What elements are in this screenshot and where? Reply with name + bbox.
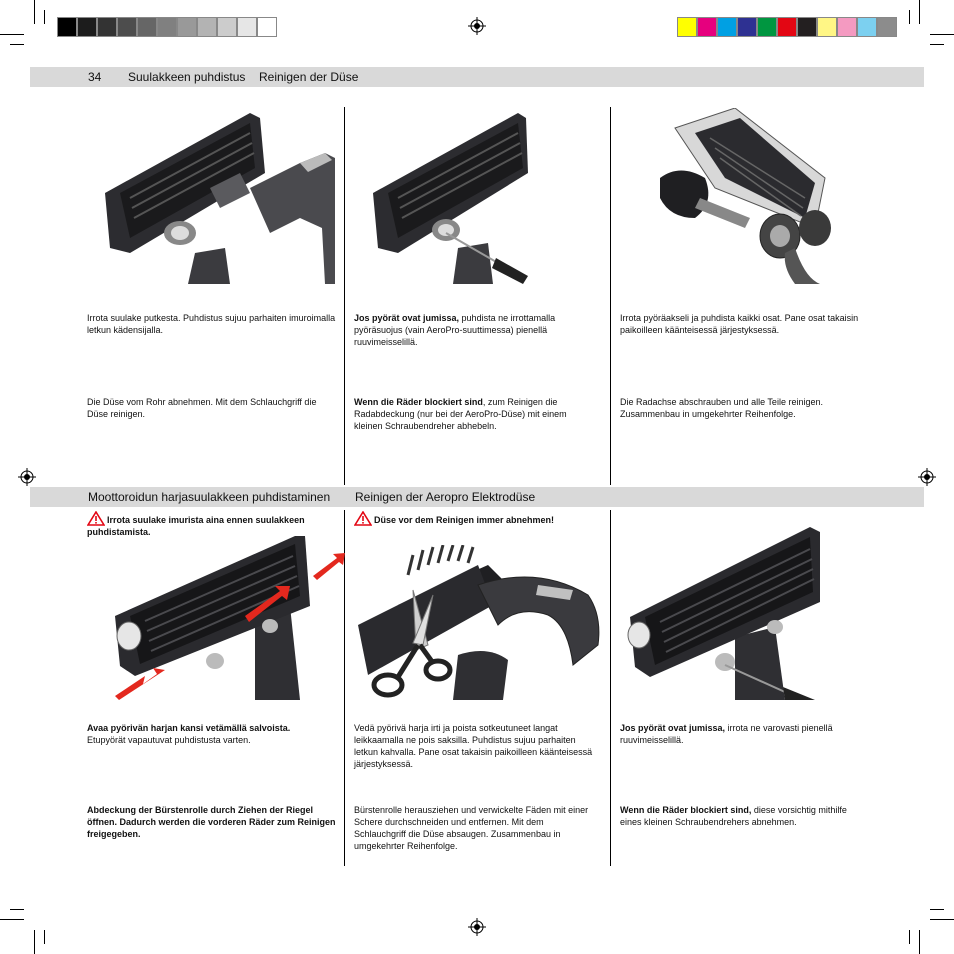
color-swatch <box>777 17 797 37</box>
section-title-fi: Moottoroidun harjasuulakkeen puhdistaminen <box>88 490 331 504</box>
color-swatch <box>817 17 837 37</box>
color-swatch <box>157 17 177 37</box>
nozzle-screwdriver-illustration <box>368 108 528 284</box>
color-swatch <box>717 17 737 37</box>
wheel-axle-illustration <box>655 108 833 284</box>
step-text-fi: Irrota pyöräakseli ja puhdista kaikki osat. Pane osat takaisin paikoilleen käänteisessä järjestyksessä. <box>620 313 859 335</box>
warning-note: Düse vor dem Reinigen immer abnehmen! <box>354 511 594 526</box>
step-text-fi: Jos pyörät ovat jumissa, irrota ne varovasti pienellä ruuvimeisselillä. <box>620 723 833 745</box>
color-swatch <box>877 17 897 37</box>
step-text-de: Die Radachse abschrauben und alle Teile reinigen. Zusammenbau in umgekehrter Reihenfolge. <box>620 397 823 419</box>
step-text-fi: Jos pyörät ovat jumissa, puhdista ne irrottamalla pyöräsuojus (vain AeroPro-suuttimessa) pienellä ruuvimeisselillä. <box>354 313 556 347</box>
page-number: 34 <box>88 70 102 84</box>
registration-mark-right <box>918 468 936 486</box>
warning-triangle-icon <box>354 511 372 526</box>
step-text-de: Abdeckung der Bürstenrolle durch Ziehen der Riegel öffnen. Dadurch werden die vorderen Räder zum Reinigen freigegeben. <box>87 805 336 839</box>
step-text-de: Wenn die Räder blockiert sind, diese vorsichtig mithilfe eines kleinen Schraubendrehers abnehmen. <box>620 805 847 827</box>
brush-cover-latch-illustration <box>105 536 345 700</box>
registration-mark-top <box>468 17 486 35</box>
color-swatch <box>137 17 157 37</box>
section-title-de: Reinigen der Aeropro Elektrodüse <box>355 490 536 504</box>
section-header-nozzle <box>30 67 924 87</box>
warning-triangle-icon <box>87 511 105 526</box>
section-title-fi: Suulakkeen puhdistus <box>128 70 246 84</box>
color-swatch <box>857 17 877 37</box>
section-title-de: Reinigen der Düse <box>259 70 359 84</box>
column-divider <box>610 107 611 485</box>
column-divider <box>610 510 611 866</box>
color-swatch <box>237 17 257 37</box>
color-swatch <box>797 17 817 37</box>
color-swatch <box>217 17 237 37</box>
color-swatch <box>697 17 717 37</box>
step-text-de: Die Düse vom Rohr abnehmen. Mit dem Schlauchgriff die Düse reinigen. <box>87 397 317 419</box>
color-swatch <box>97 17 117 37</box>
color-swatch <box>177 17 197 37</box>
step-text-fi: Vedä pyörivä harja irti ja poista sotkeutuneet langat leikkaamalla ne pois saksilla. Puhdistus sujuu parhaiten letkun kahvalla. Pane osat takaisin paikoilleen käänteisessä järjestyksessä. <box>354 723 593 769</box>
color-swatch <box>677 17 697 37</box>
color-swatch <box>737 17 757 37</box>
color-swatch <box>197 17 217 37</box>
registration-mark-left <box>18 468 36 486</box>
color-swatch <box>57 17 77 37</box>
color-swatch <box>257 17 277 37</box>
color-swatch <box>837 17 857 37</box>
nozzle-on-tube-illustration <box>100 108 335 284</box>
step-text-fi: Irrota suulake putkesta. Puhdistus sujuu parhaiten imuroimalla letkun kädensijalla. <box>87 313 336 335</box>
registration-mark-bottom <box>468 918 486 936</box>
step-text-de: Bürstenrolle herausziehen und verwickelte Fäden mit einer Schere durchschneiden und entfernen. Mit dem Schlauchgriff die Düse absaugen. Zusammenbau in umgekehrter Reihenfolge. <box>354 805 589 851</box>
brush-roll-scissors-illustration <box>358 545 602 700</box>
column-divider <box>344 107 345 485</box>
step-text-de: Wenn die Räder blockiert sind, zum Reinigen die Radabdeckung (nur bei der AeroPro-Düse) mit einem kleinen Schraubendreher abhebeln. <box>354 397 567 431</box>
color-swatch <box>77 17 97 37</box>
step-text-fi: Avaa pyörivän harjan kansi vetämällä salvoista. Etupyörät vapautuvat puhdistusta varten. <box>87 723 291 745</box>
color-swatch <box>117 17 137 37</box>
section-header-turbo-brush <box>30 487 924 507</box>
warning-note: Irrota suulake imurista aina ennen suulakkeen puhdistamista. <box>87 511 337 538</box>
color-swatch <box>757 17 777 37</box>
front-wheel-screwdriver-illustration <box>625 527 820 700</box>
